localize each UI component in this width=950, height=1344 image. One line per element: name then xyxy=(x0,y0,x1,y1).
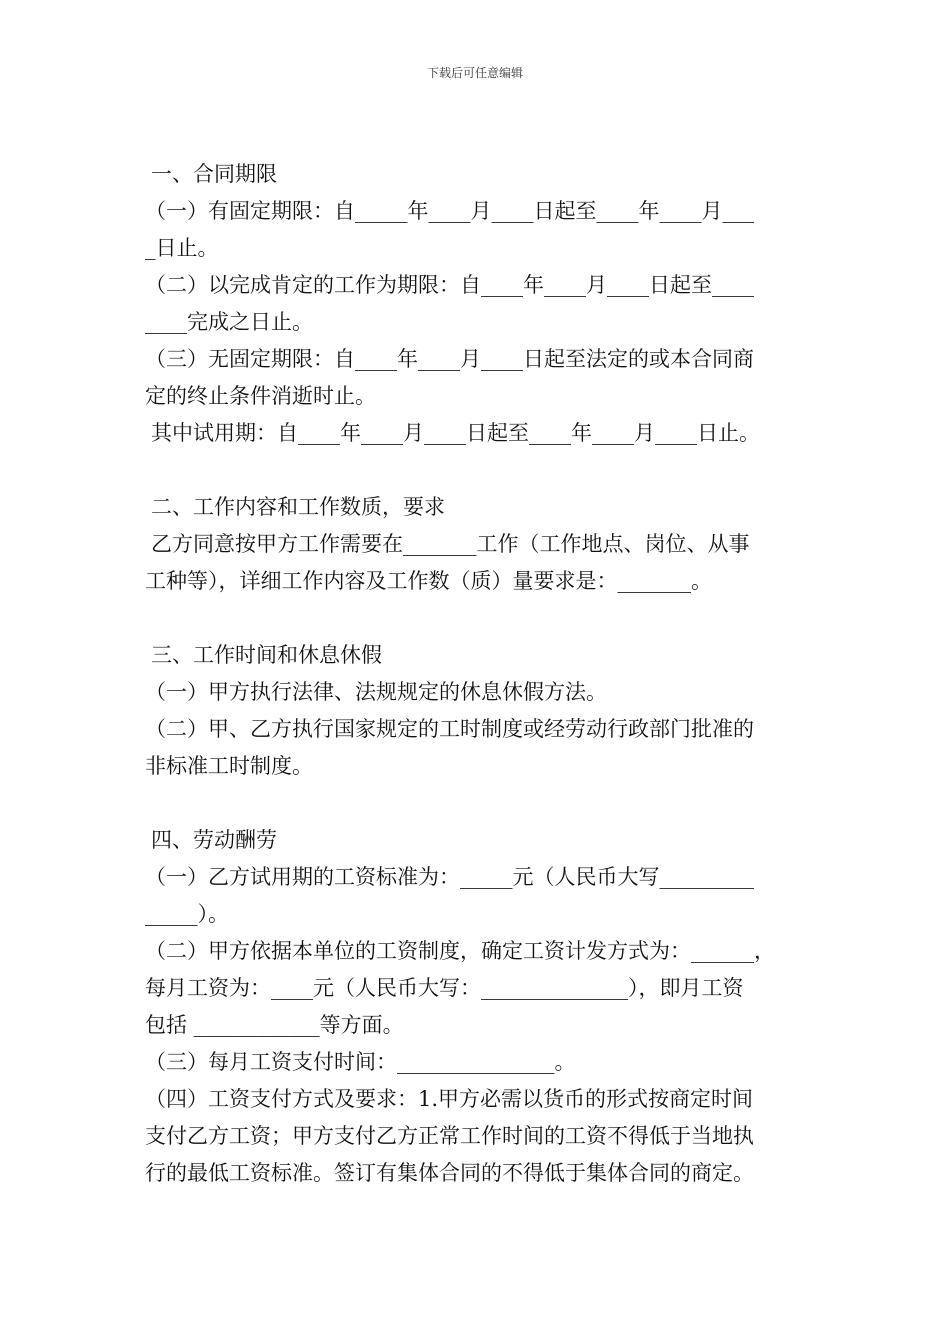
blank-line xyxy=(145,452,810,489)
paragraph-line: 其中试用期：自____年____月____日起至____年____月____日止。 xyxy=(151,421,760,445)
paragraph-line: 行的最低工资标准。签订有集体合同的不得低于集体合同的商定。 xyxy=(145,1161,754,1185)
blank-line xyxy=(145,600,810,637)
paragraph-line: （一）甲方执行法律、法规规定的休息休假方法。 xyxy=(145,680,607,704)
paragraph-line: 每月工资为：____元（人民币大写：______________），即月工资 xyxy=(145,976,744,1000)
paragraph-line: 包括 ____________等方面。 xyxy=(145,1013,404,1037)
paragraph-line: 支付乙方工资；甲方支付乙方正常工作时间的工资不得低于当地执 xyxy=(145,1124,754,1148)
section-heading: 三、工作时间和休息休假 xyxy=(151,643,382,667)
paragraph-line: _____）。 xyxy=(145,902,229,926)
page-header: 下载后可任意编辑 xyxy=(426,66,523,80)
paragraph-line: 非标准工时制度。 xyxy=(145,754,313,778)
document-body xyxy=(145,156,810,1192)
paragraph-line: 定的终止条件消逝时止。 xyxy=(145,384,376,408)
paragraph-line: （一）乙方试用期的工资标准为：_____元（人民币大写_________ xyxy=(145,865,754,889)
paragraph-line: （四）工资支付方式及要求：1.甲方必需以货币的形式按商定时间 xyxy=(145,1087,754,1111)
section-heading: 一、合同期限 xyxy=(151,162,277,186)
paragraph-line: ____完成之日止。 xyxy=(145,310,313,334)
blank-line xyxy=(145,785,810,822)
paragraph-line: （三）每月工资支付时间：_______________。 xyxy=(145,1050,576,1074)
section-heading: 四、劳动酬劳 xyxy=(151,828,277,852)
paragraph-line: （二）甲、乙方执行国家规定的工时制度或经劳动行政部门批准的 xyxy=(145,717,754,741)
paragraph-line: 工种等），详细工作内容及工作数（质）量要求是：_______。 xyxy=(145,569,712,593)
section-heading: 二、工作内容和工作数质，要求 xyxy=(151,495,445,519)
paragraph-line: （一）有固定期限：自_____年____月____日起至____年____月___ xyxy=(145,199,754,223)
paragraph-line: （二）以完成肯定的工作为期限：自____年____月____日起至____ xyxy=(145,273,754,297)
paragraph-line: （三）无固定期限：自____年____月____日起至法定的或本合同商 xyxy=(145,347,754,371)
paragraph-line: （二）甲方依据本单位的工资制度，确定工资计发方式为：______， xyxy=(145,939,775,963)
paragraph-line: 乙方同意按甲方工作需要在_______工作（工作地点、岗位、从事 xyxy=(151,532,750,556)
paragraph-line: _日止。 xyxy=(145,236,219,260)
